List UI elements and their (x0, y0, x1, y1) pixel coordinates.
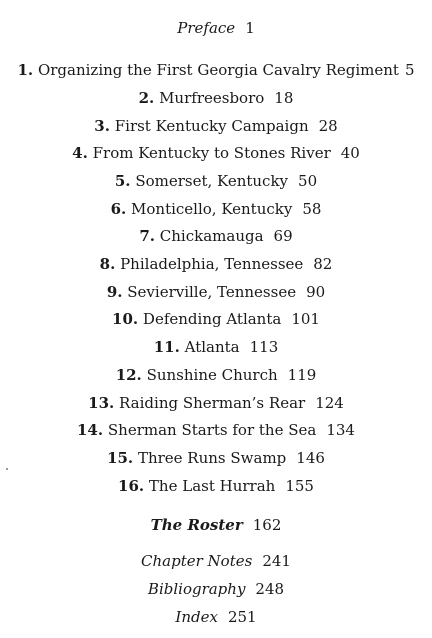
entry-page: 241 (262, 552, 291, 570)
toc-entry-chapter-5 (0, 171, 432, 191)
entry-title: Bibliography (147, 580, 246, 598)
entry-page: 155 (285, 477, 314, 495)
entry-page: 58 (302, 200, 322, 218)
entry-page: 90 (306, 283, 326, 301)
entry-title: Philadelphia, Tennessee (120, 255, 304, 273)
entry-title: Chickamauga (159, 227, 264, 245)
chapter-number: 2. (138, 89, 155, 107)
chapter-number: 9. (106, 283, 123, 301)
chapter-number: 6. (110, 200, 127, 218)
entry-page: 162 (252, 516, 282, 534)
toc-entry-chapter-13 (0, 393, 432, 413)
entry-title: Defending Atlanta (142, 310, 282, 328)
entry-page: 146 (296, 449, 325, 467)
toc-entry-chapter-16 (0, 476, 432, 496)
toc-entry-chapter-3 (0, 116, 432, 136)
toc-entry-chapter-7 (0, 226, 432, 246)
entry-page: 113 (249, 338, 279, 356)
entry-page: 251 (227, 608, 257, 626)
entry-title: Atlanta (184, 338, 240, 356)
entry-title: Raiding Sherman’s Rear (119, 394, 306, 412)
toc-entry-chapter-1 (0, 60, 432, 80)
entry-page: 119 (287, 366, 317, 384)
toc-entry-chapter-10 (0, 309, 432, 329)
entry-page: 28 (318, 117, 338, 135)
entry-page: 69 (273, 227, 293, 245)
toc-entry-preface (0, 18, 432, 38)
entry-page: 82 (313, 255, 333, 273)
entry-page: 5 (404, 61, 415, 79)
chapter-number: 16. (118, 477, 145, 495)
toc-entry-index (0, 607, 432, 627)
chapter-number: 12. (115, 366, 142, 384)
entry-page: 101 (291, 310, 320, 328)
entry-title: Sunshine Church (146, 366, 278, 384)
entry-title: Chapter Notes (141, 552, 253, 570)
entry-page: 124 (315, 394, 344, 412)
entry-title: Organizing the First Georgia Cavalry Regiment (37, 61, 399, 79)
entry-title: Preface (177, 19, 236, 37)
chapter-number: 10. (112, 310, 139, 328)
chapter-number: 15. (107, 449, 134, 467)
toc-entry-chapter-9 (0, 282, 432, 302)
entry-page: 40 (340, 144, 360, 162)
entry-title: From Kentucky to Stones River (92, 144, 331, 162)
toc-entry-chapter-12 (0, 365, 432, 385)
chapter-number: 8. (99, 255, 116, 273)
toc-entry-chapter-15 (0, 448, 432, 468)
chapter-number: 5. (114, 172, 131, 190)
toc-entry-bibliography (0, 579, 432, 599)
entry-title: Sherman Starts for the Sea (107, 421, 317, 439)
toc-entry-chapter-8 (0, 254, 432, 274)
toc-entry-chapter-notes (0, 551, 432, 571)
entry-title: Three Runs Swamp (137, 449, 287, 467)
entry-page: 18 (274, 89, 294, 107)
toc-entry-chapter-14 (0, 420, 432, 440)
toc-entry-chapter-2 (0, 88, 432, 108)
chapter-number: 3. (94, 117, 110, 135)
scan-speck (6, 468, 8, 470)
entry-title: The Last Hurrah (148, 477, 276, 495)
chapter-number: 7. (139, 227, 156, 245)
chapter-number: 14. (77, 421, 104, 439)
toc-entry-chapter-11 (0, 337, 432, 357)
entry-title: Sevierville, Tennessee (127, 283, 297, 301)
entry-page: 50 (298, 172, 318, 190)
entry-title: Somerset, Kentucky (135, 172, 289, 190)
chapter-number: 4. (72, 144, 88, 162)
entry-title: Monticello, Kentucky (131, 200, 293, 218)
chapter-number: 1. (17, 61, 34, 79)
entry-page: 134 (326, 421, 355, 439)
chapter-number: 11. (153, 338, 180, 356)
entry-title: First Kentucky Campaign (114, 117, 309, 135)
toc-entry-roster (0, 515, 432, 535)
toc-entry-chapter-6 (0, 199, 432, 219)
toc-entry-chapter-4 (0, 143, 432, 163)
entry-title: The Roster (150, 516, 243, 534)
chapter-number: 13. (88, 394, 115, 412)
entry-page: 1 (245, 19, 255, 37)
entry-title: Index (175, 608, 218, 626)
entry-page: 248 (255, 580, 285, 598)
entry-title: Murfreesboro (159, 89, 265, 107)
